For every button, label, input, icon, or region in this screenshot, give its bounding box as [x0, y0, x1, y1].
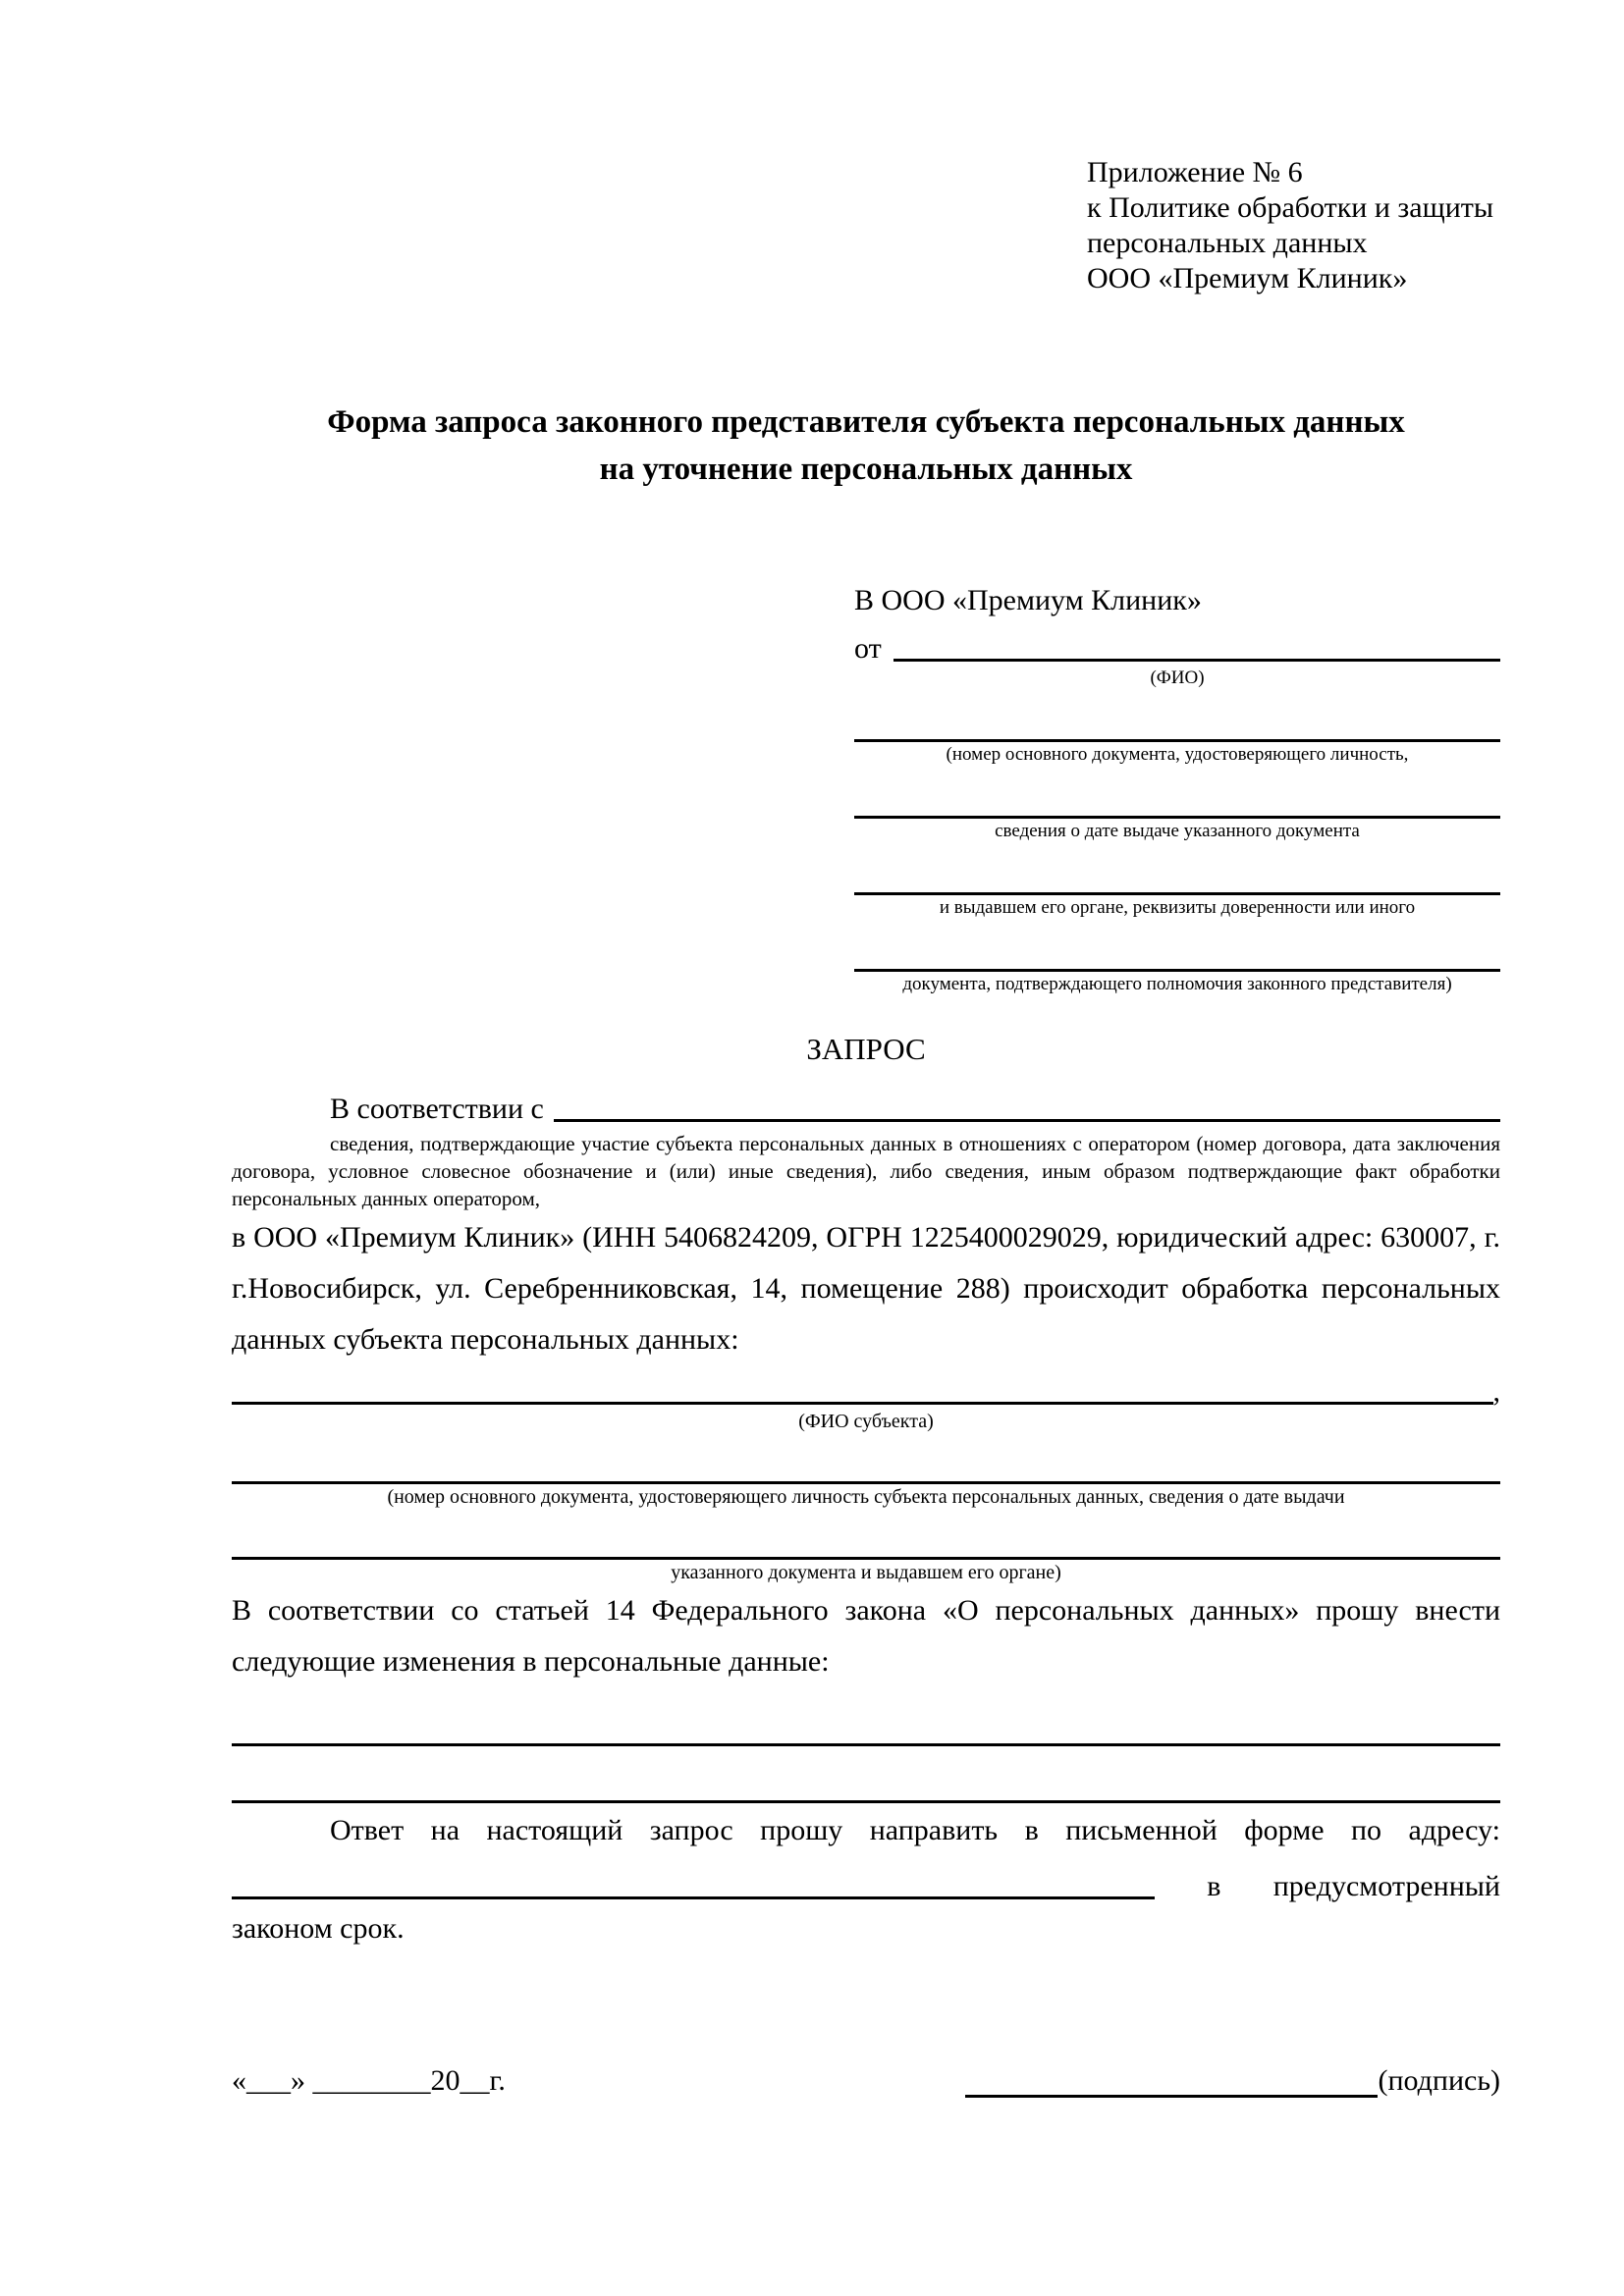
representative-doc-caption: сведения о дате выдаче указанного документа — [995, 821, 1360, 841]
signature-caption: (подпись) — [1378, 2064, 1500, 2097]
in-accordance-row — [232, 1083, 1500, 1126]
representative-doc-caption: документа, подтверждающего полномочия законного представителя) — [902, 974, 1452, 994]
subject-fio-comma: , — [1492, 1375, 1500, 1408]
document-content — [232, 0, 1500, 2102]
changes-blank-line — [232, 1746, 1500, 1803]
date-signature-row — [232, 2060, 1500, 2102]
fio-caption: (ФИО) — [1150, 667, 1205, 688]
request-heading: ЗАПРОС — [806, 1032, 926, 1066]
changes-blank-line — [232, 1689, 1500, 1746]
subject-fio-blank-line — [232, 1402, 1493, 1405]
signature-group — [965, 2060, 1500, 2102]
subject-doc-caption-line2: указанного документа и выдавшем его органе) — [671, 1562, 1061, 1583]
in-accordance-label: В соответствии с — [330, 1093, 544, 1125]
date-blank: «___» ________20__г. — [232, 2064, 506, 2097]
subject-fio-caption: (ФИО субъекта) — [798, 1411, 934, 1432]
representative-doc-blank-line — [854, 767, 1500, 819]
answer-address-blank-line — [232, 1896, 1155, 1899]
representative-doc-caption: (номер основного документа, удостоверяющего личность, — [946, 744, 1409, 765]
from-label: от — [854, 632, 882, 665]
article-paragraph: В соответствии со статьей 14 Федерального закона «О персональных данных» прошу внести следующие изменения в персональные данные: — [232, 1594, 1500, 1678]
operator-paragraph: в ООО «Премиум Клиник» (ИНН 5406824209, ОГРН 1225400029029, юридический адрес: 630007, г. г.Новосибирск, ул. Серебренниковская, 14, помещение 288) происходит обработка персональных данных субъекта персональных данных: — [232, 1221, 1500, 1356]
in-accordance-blank-line — [554, 1119, 1500, 1122]
subject-fio-row — [232, 1367, 1500, 1409]
from-row — [854, 622, 1500, 666]
appendix-note-line: ООО «Премиум Клиник» — [1087, 262, 1408, 294]
representative-doc-blank-line — [854, 843, 1500, 895]
subject-doc-caption-line1: (номер основного документа, удостоверяющего личность субъекта персональных данных, сведения о дате выдачи — [387, 1486, 1345, 1508]
from-blank-line — [893, 659, 1500, 662]
answer-word-v: в — [1207, 1870, 1221, 1902]
representative-doc-blank-line — [854, 690, 1500, 742]
representative-doc-caption: и выдавшем его органе, реквизиты доверенности или иного — [939, 897, 1416, 918]
appendix-note-line: персональных данных — [1087, 227, 1368, 259]
appendix-note-line: Приложение № 6 — [1087, 156, 1303, 188]
answer-paragraph-line1: Ответ на настоящий запрос прошу направить в письменной форме по адресу: — [330, 1814, 1500, 1846]
document-title — [232, 399, 1500, 493]
answer-word-predusm: предусмотренный — [1272, 1870, 1500, 1902]
subject-doc-blank-line — [232, 1434, 1500, 1484]
document-title-line2: на уточнение персональных данных — [599, 452, 1133, 487]
addressee-block — [854, 579, 1500, 996]
signature-blank-line — [965, 2095, 1378, 2098]
document-title-line1: Форма запроса законного представителя субъекта персональных данных — [327, 404, 1405, 440]
footnote-text: сведения, подтверждающие участие субъекта персональных данных в отношениях с оператором (номер договора, дата заключения договора, условное словесное обозначение и (или) иные сведения), либо сведения, иным образом подтверждающие факт обработки персональных данных оператором, — [232, 1132, 1500, 1210]
appendix-note — [1087, 0, 1500, 296]
answer-paragraph-line3: законом срок. — [232, 1912, 405, 1945]
answer-address-row — [232, 1856, 1500, 1903]
appendix-note-line: к Политике обработки и защиты — [1087, 191, 1494, 224]
subject-doc-blank-line — [232, 1510, 1500, 1560]
addressee-to: В ООО «Премиум Клиник» — [854, 584, 1202, 616]
representative-doc-blank-line — [854, 920, 1500, 972]
